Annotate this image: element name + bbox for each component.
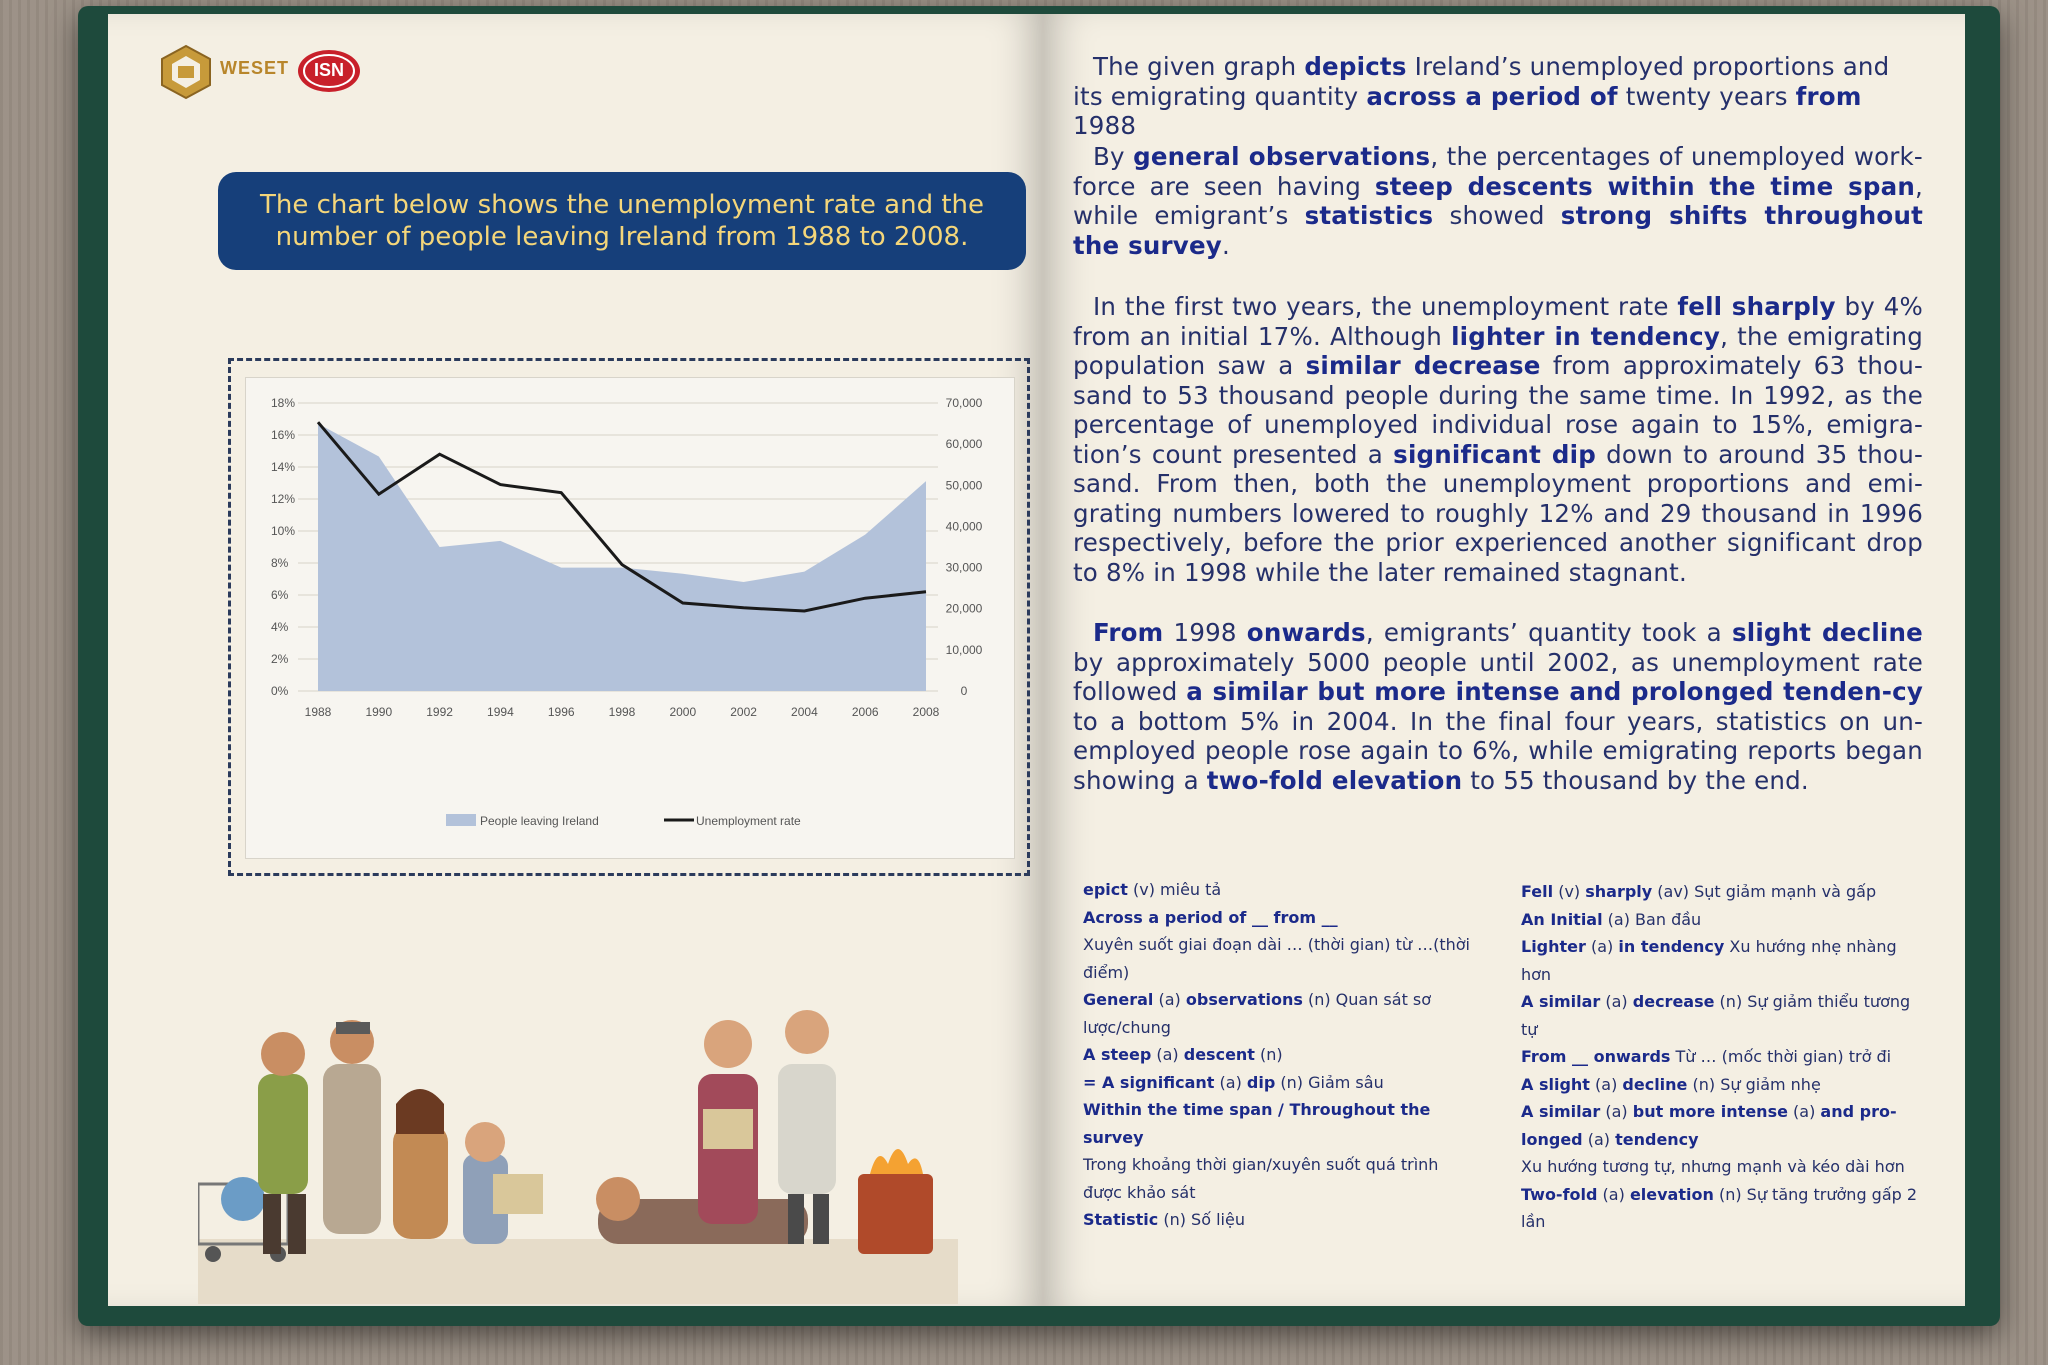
y-right-tick-label: 60,000 [945,437,983,452]
glossary-text: (a) [1597,1184,1630,1204]
glossary-text: (a) [1582,1129,1616,1149]
glossary-bold-phrase: observations [1185,990,1303,1009]
y-right-tick-label: 40,000 [945,519,983,534]
glossary-text: (n) Quan sát sơ lược/chung [1083,990,1432,1037]
paragraph-bold-phrase: strong shifts throughout the survey [1073,201,1923,260]
paragraph-text: Ireland’s unemployed proportions and its emigrating quantity [1073,52,1890,111]
glossary-text: (n) Sự tăng trưởng gấp 2 lần [1521,1184,1918,1231]
paragraph-text: twenty years [1617,81,1796,111]
x-tick-label: 1998 [608,705,636,719]
y-right-tick-label: 20,000 [945,601,983,616]
glossary-entry [1083,876,1475,904]
x-tick-label: 1992 [426,705,453,719]
glossary-text: (v) [1553,882,1586,901]
x-tick-label: 2002 [730,705,757,719]
paragraph-text: , emigrants’ quantity took a [1365,618,1732,647]
paragraph-text: , the percentages of unemployed work-force are seen having [1073,142,1923,201]
paragraph-body-1 [1073,292,1923,587]
paragraph-body-2 [1073,618,1923,795]
glossary-text: (a) [1214,1072,1247,1092]
glossary-entry [1083,1096,1475,1151]
wese-hex-icon [160,44,212,100]
paragraph-bold-phrase: onwards [1246,618,1366,647]
glossary-entry [1521,988,1921,1043]
standing-man-sign [698,1020,758,1224]
glossary-right [1521,878,1921,1236]
fire-barrel-icon [858,1149,933,1254]
paragraph-text: by 4% from an initial 17%. Although [1073,292,1924,351]
series-area-people-leaving [318,424,926,691]
glossary-entry [1083,1206,1475,1234]
y-right-tick-label: 30,000 [945,560,983,575]
glossary-text: (a) Ban đầu [1602,909,1702,929]
glossary-text: (a) [1787,1102,1821,1121]
x-tick-label: 2006 [851,705,879,719]
glossary-left [1083,876,1475,1234]
glossary-text: (n) [1254,1045,1283,1064]
paragraph-bold-phrase: across a period of [1366,81,1618,111]
glossary-bold-phrase: A steep [1083,1045,1152,1064]
isn-logo-text: ISN [313,60,344,80]
glossary-text: Xu hướng tương tự, nhưng mạnh và kéo dài hơn [1521,1157,1905,1176]
y-right-tick-label: 0 [960,684,968,698]
paragraph-text: from approximately 63 thou-sand to 53 thousand people during the same time. In 1992, as the percentage of unemployed individual rose again to 15%, emigra-tion’s count presented a [1073,351,1923,469]
glossary-bold-phrase: Lighter [1521,937,1586,956]
y-right-tick-label: 10,000 [945,642,983,657]
paragraph-text: to 55 thousand by the end. [1462,765,1809,795]
glossary-text: (a) [1600,1102,1633,1121]
glossary-bold-phrase: Within the time span / Throughout the survey [1083,1100,1431,1147]
glossary-text: (n) Sự giảm thiểu tương tự [1521,992,1911,1039]
x-tick-label: 2004 [791,705,818,719]
glossary-bold-phrase: decline [1622,1074,1688,1094]
glossary-text: (v) miêu tả [1127,880,1222,899]
paragraph-text: , the emigrating population saw a [1073,321,1923,380]
woman [393,1089,448,1239]
glossary-entry [1521,1098,1921,1153]
glossary-bold-phrase: elevation [1629,1184,1714,1204]
glossary-entry [1083,931,1475,986]
glossary-bold-phrase: A slight [1521,1074,1590,1094]
paragraph-text: showed [1433,201,1561,230]
paragraph-bold-phrase: significant dip [1393,439,1596,469]
glossary-text: Xu hướng nhẹ nhàng hơn [1521,937,1897,984]
y-left-tick-label: 12% [271,492,296,506]
glossary-text: (n) Số liệu [1158,1210,1245,1229]
glossary-text: (a) [1151,1045,1184,1064]
child [463,1122,543,1244]
paragraph-introduction [1073,52,1923,141]
homeless-people-illustration [198,1004,958,1304]
paragraph-bold-phrase: from [1795,81,1862,111]
glossary-entry [1521,1043,1921,1071]
glossary-text: (a) [1589,1074,1623,1094]
glossary-entry [1521,878,1921,906]
paragraph-overview [1073,142,1923,260]
glossary-bold-phrase: General [1083,990,1154,1009]
x-tick-label: 1994 [487,705,514,719]
glossary-text: (a) [1153,990,1186,1009]
paragraph-text: by approximately 5000 people until 2002, as unemployment rate followed [1073,647,1923,706]
y-left-tick-label: 18% [271,396,296,410]
unemployment-emigration-chart [246,378,1014,858]
glossary-bold-phrase: Statistic [1083,1210,1159,1229]
paragraph-text: The given graph [1093,52,1305,81]
y-left-tick-label: 2% [271,652,289,666]
glossary-text: Trong khoảng thời gian/xuyên suốt quá trình được khảo sát [1083,1155,1439,1202]
glossary-entry [1083,904,1475,932]
paragraph-text: 1988 [1073,111,1137,140]
glossary-text: (av) Sụt giảm mạnh và gấp [1652,882,1877,901]
person-left-2 [323,1020,381,1234]
glossary-text: Xuyên suốt giai đoạn dài … (thời gian) từ …(thời điểm) [1083,935,1470,982]
y-left-tick-label: 4% [271,620,289,634]
glossary-bold-phrase: Fell [1521,882,1554,901]
y-right-tick-label: 70,000 [945,396,983,410]
wese-logo [160,44,310,104]
y-left-tick-label: 16% [271,428,296,442]
glossary-bold-phrase: tendency [1615,1129,1699,1149]
y-left-tick-label: 8% [271,556,289,570]
glossary-bold-phrase: = A significant [1083,1072,1215,1092]
left-page [108,14,1043,1306]
glossary-bold-phrase: From __ onwards [1521,1047,1671,1066]
glossary-entry [1521,906,1921,934]
glossary-entry [1083,1151,1475,1206]
paragraph-text: , while emigrant’s [1073,171,1923,230]
legend-label: People leaving Ireland [480,814,599,828]
y-left-tick-label: 6% [271,588,289,602]
paragraph-bold-phrase: depicts [1304,52,1407,81]
chart-area [245,377,1015,859]
glossary-entry [1521,933,1921,988]
paragraph-text: . [1221,230,1230,260]
paragraph-text: In the first two years, the unemployment rate [1093,292,1678,321]
glossary-bold-phrase: Two-fold [1521,1184,1598,1204]
glossary-text: (n) Sự giảm nhẹ [1687,1074,1821,1094]
glossary-bold-phrase: A similar [1521,992,1601,1011]
glossary-bold-phrase: dip [1246,1072,1276,1092]
paragraph-text: to a bottom 5% in 2004. In the final four years, statistics on un-employed people rose again to 6%, while emigrating reports began showing a [1073,706,1923,795]
glossary-bold-phrase: A similar [1521,1102,1601,1121]
paragraph-bold-phrase: general observations [1133,142,1431,171]
x-tick-label: 2008 [912,705,940,719]
person-left-1 [258,1032,308,1254]
wese-logo-text: WESET [220,58,290,78]
y-left-tick-label: 14% [271,460,296,474]
paragraph-bold-phrase: similar decrease [1305,351,1541,380]
glossary-bold-phrase: descent [1183,1045,1255,1064]
glossary-entry [1083,986,1475,1041]
glossary-bold-phrase: An Initial [1521,909,1603,929]
glossary-text: (a) [1600,992,1633,1011]
glossary-bold-phrase: Across a period of __ from __ [1083,907,1338,927]
glossary-bold-phrase: and pro-longed [1521,1102,1897,1149]
paragraph-text: By [1093,142,1134,171]
paragraph-bold-phrase: two-fold elevation [1206,765,1463,795]
paragraph-bold-phrase: slight decline [1731,618,1923,647]
right-page [1043,14,1965,1306]
paragraph-bold-phrase: From [1093,618,1164,647]
legend-swatch-area [446,814,476,826]
y-left-tick-label: 0% [271,684,289,698]
title-line-1: The chart below shows the unemployment rate and the [259,190,985,220]
title-line-2: number of people leaving Ireland from 1988 to 2008. [275,222,969,252]
x-tick-label: 1988 [304,705,332,719]
paragraph-bold-phrase: lighter in tendency [1451,321,1721,351]
glossary-entry [1083,1041,1475,1069]
y-left-tick-label: 10% [271,524,296,538]
glossary-entry [1521,1181,1921,1236]
x-tick-label: 2000 [669,705,697,719]
chart-title-banner [218,172,1026,270]
glossary-text: (n) Giảm sâu [1275,1072,1384,1092]
paragraph-bold-phrase: a similar but more intense and prolonged tenden-cy [1186,677,1924,706]
glossary-bold-phrase: decrease [1632,992,1715,1011]
paragraph-bold-phrase: steep descents within the time span [1374,171,1915,201]
y-right-tick-label: 50,000 [945,478,983,493]
x-tick-label: 1996 [547,705,575,719]
glossary-bold-phrase: epict [1083,880,1128,899]
glossary-entry [1521,1153,1921,1181]
glossary-entry [1083,1069,1475,1097]
x-tick-label: 1990 [365,705,393,719]
chart-frame [228,358,1030,876]
glossary-bold-phrase: in tendency [1618,937,1725,956]
isn-logo [296,48,362,94]
glossary-bold-phrase: sharply [1585,882,1653,901]
glossary-text: (a) [1585,937,1619,956]
legend-label: Unemployment rate [696,814,801,828]
paragraph-bold-phrase: fell sharply [1677,292,1836,321]
glossary-text: Từ … (mốc thời gian) trở đi [1670,1047,1892,1066]
paragraph-text: down to around 35 thou-sand. From then, both the unemployment proportions and emi-grating numbers lowered to roughly 12% and 29 thousand in 1996 respectively, before the prior experienced another significant drop to 8% in 1998 while the later remained stagnant. [1073,439,1923,587]
paragraph-text: 1998 [1163,618,1247,647]
glossary-bold-phrase: but more intense [1632,1102,1788,1121]
glossary-entry [1521,1071,1921,1099]
paragraph-bold-phrase: statistics [1304,201,1434,230]
